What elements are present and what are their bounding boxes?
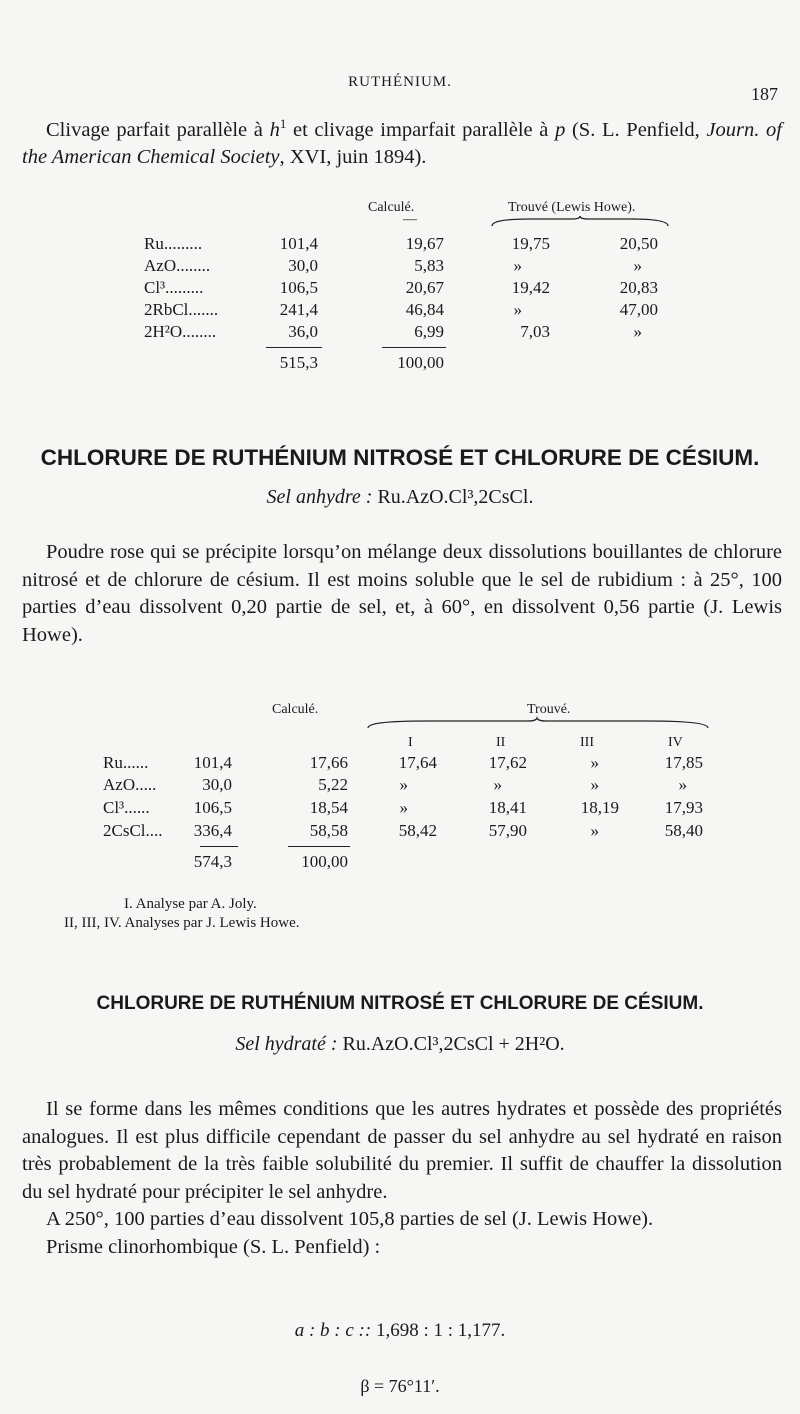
table2-found-header: Trouvé. (527, 702, 571, 717)
table2-row-calc: 58,58 (309, 821, 348, 840)
table1-calc-header: Calculé. (368, 200, 415, 215)
table2-col-header: I (408, 735, 413, 750)
table1-row-mass: 101,4 (279, 234, 318, 253)
table2-col-header: IV (668, 735, 683, 750)
section-subtitle-anhydrous: Sel anhydre : Ru.AzO.Cl³,2CsCl. (266, 486, 534, 508)
section-title-hydrated: CHLORURE DE RUTHÉNIUM NITROSÉ ET CHLORURE DE CÉSIUM. (96, 993, 704, 1014)
table1-sum-rule (266, 347, 322, 348)
table1-row-calc: 5,83 (414, 256, 444, 275)
table2-row-label: Ru...... (103, 753, 149, 772)
table2-row-c1: 58,42 (398, 821, 437, 840)
table2-row-mass: 336,4 (193, 821, 232, 840)
table1-row-found2: » (633, 322, 642, 341)
table1-row-found2: 47,00 (619, 300, 658, 319)
table1-row-found1: 19,75 (511, 234, 550, 253)
table2-note: II, III, IV. Analyses par J. Lewis Howe. (64, 915, 300, 931)
table2-col-header: III (580, 735, 594, 750)
table2-row-c3: » (590, 775, 599, 794)
table2-row-c3: 18,19 (580, 798, 619, 817)
table2-col-header: II (496, 735, 506, 750)
table2-row-c3: » (590, 821, 599, 840)
table1-found-header: Trouvé (Lewis Howe). (508, 200, 636, 215)
section-title-anhydrous: CHLORURE DE RUTHÉNIUM NITROSÉ ET CHLORURE DE CÉSIUM. (40, 445, 760, 470)
table2-row-c1: 17,64 (398, 753, 437, 772)
table2-calc-header: Calculé. (272, 702, 319, 717)
table2-row-label: Cl³...... (103, 798, 150, 817)
table1-row-found1: 7,03 (520, 322, 550, 341)
table2-row-c2: » (493, 775, 502, 794)
table1-row-mass: 106,5 (279, 278, 318, 297)
table1-brace (490, 216, 670, 228)
table1-row-label: Ru......... (144, 234, 203, 253)
table1-row-found2: 20,83 (619, 278, 658, 297)
table1-row-found1: 19,42 (511, 278, 550, 297)
table2-sum-rule (200, 846, 238, 847)
table2-row-label: 2CsCl.... (103, 821, 163, 840)
table2-row-c1: » (399, 775, 408, 794)
table1-total-mass: 515,3 (279, 353, 318, 372)
table1-row-calc: 20,67 (405, 278, 444, 297)
paragraph-hydrated-properties: Il se forme dans les mêmes conditions que les autres hydrates et possède des propriétés analogues. Il est plus difficile cependant de passer du sel anhydre au sel hydraté en raison très probablement de la très faible solubilité du premier. Il suffit de chauffer la dissolution du sel hydraté pour précipiter le sel anhydre. (22, 1098, 782, 1203)
table1-row-mass: 36,0 (288, 322, 318, 341)
table2-row-mass: 30,0 (202, 775, 232, 794)
table1-row-label: 2RbCl....... (144, 300, 219, 319)
running-header: RUTHÉNIUM. (348, 74, 452, 90)
table1-row-found2: 20,50 (619, 234, 658, 253)
intro-paragraph: Clivage parfait parallèle à $h^1$ et clivage imparfait parallèle à p (S. L. Penfield, Journ. of the American Chemical Society, XVI, juin 1894). (22, 116, 782, 169)
table2-row-mass: 106,5 (193, 798, 232, 817)
beta-angle: β = 76°11′. (360, 1376, 440, 1396)
table2-row-c4: 17,93 (664, 798, 703, 817)
table2-row-c3: » (590, 753, 599, 772)
axis-ratio-formula: a : b : c :: 1,698 : 1 : 1,177. (294, 1320, 506, 1341)
table2-row-calc: 18,54 (309, 798, 348, 817)
table1-total-calc: 100,00 (397, 353, 444, 372)
table2-row-c4: 17,85 (664, 753, 703, 772)
table1-row-label: Cl³......... (144, 278, 204, 297)
table1-row-calc: 19,67 (405, 234, 444, 253)
paragraph-anhydrous: Poudre rose qui se précipite lorsqu’on mélange deux dissolutions bouillantes de chlorure nitrosé et de chlorure de césium. Il est moins soluble que le sel de rubidium : à 25°, 100 parties d’eau dissolvent 0,20 partie de sel, et, à 60°, en dissolvent 0,56 partie (J. Lewis Howe). (22, 541, 782, 646)
table1-calc-dash: — (403, 212, 417, 227)
table1-row-found1: » (513, 300, 522, 319)
table2-row-calc: 17,66 (309, 753, 348, 772)
table2-row-mass: 101,4 (193, 753, 232, 772)
table2-row-c4: 58,40 (664, 821, 703, 840)
table2-sum-rule (288, 846, 350, 847)
table2-brace (366, 718, 711, 730)
paragraph-crystal: Prisme clinorhombique (S. L. Penfield) : (46, 1235, 381, 1258)
table2-note: I. Analyse par A. Joly. (124, 896, 257, 912)
section-subtitle-hydrated: Sel hydraté : Ru.AzO.Cl³,2CsCl + 2H²O. (235, 1033, 565, 1055)
paragraph-hydrated (22, 1096, 782, 1261)
table2-row-c1: » (399, 798, 408, 817)
table2-row-label: AzO..... (103, 775, 157, 794)
table1-row-label: AzO........ (144, 256, 211, 275)
journal-title: Journ. of the American Chemical Society (22, 118, 782, 169)
table2-row-c4: » (678, 775, 687, 794)
table1-row-found2: » (633, 256, 642, 275)
table2-row-calc: 5,22 (318, 775, 348, 794)
table2-total-mass: 574,3 (193, 852, 232, 871)
table1-row-found1: » (513, 256, 522, 275)
table1-row-mass: 30,0 (288, 256, 318, 275)
table2-notes (64, 895, 300, 933)
table1-row-calc: 46,84 (405, 300, 444, 319)
table1-row-calc: 6,99 (414, 322, 444, 341)
table2-total-calc: 100,00 (301, 852, 348, 871)
table2-row-c2: 57,90 (488, 821, 527, 840)
page-number: 187 (751, 84, 778, 104)
table2-row-c2: 18,41 (488, 798, 527, 817)
table2-row-c2: 17,62 (488, 753, 527, 772)
table1-row-mass: 241,4 (279, 300, 318, 319)
table1-row-label: 2H²O........ (144, 322, 217, 341)
table1-sum-rule (382, 347, 446, 348)
paragraph-solubility: A 250°, 100 parties d’eau dissolvent 105,8 parties de sel (J. Lewis Howe). (46, 1208, 654, 1230)
